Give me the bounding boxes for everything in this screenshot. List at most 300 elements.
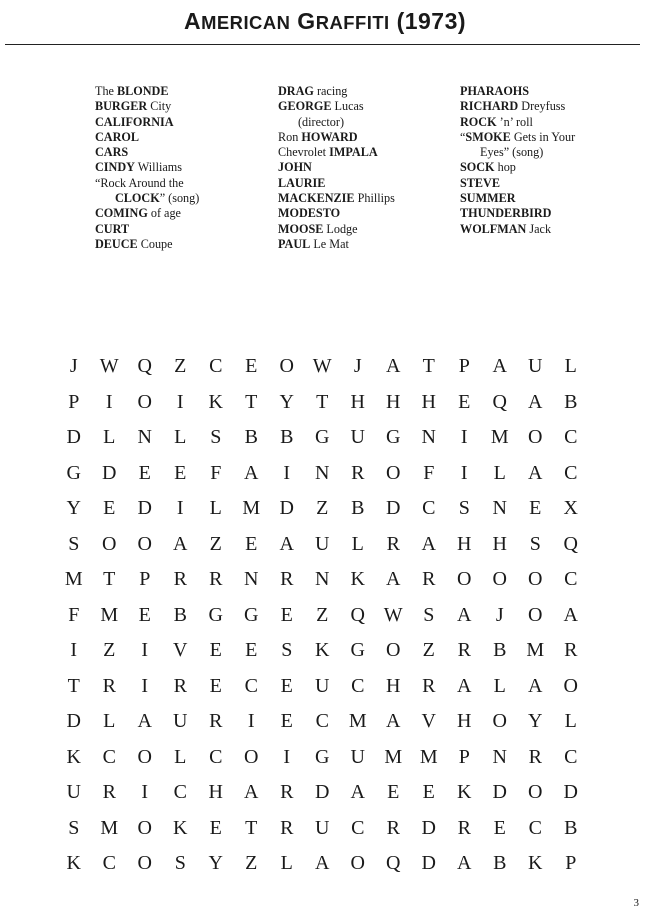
grid-letter: L — [280, 852, 293, 875]
grid-letter: E — [209, 639, 222, 662]
word-context: Williams — [134, 160, 182, 175]
word-list-item — [278, 222, 395, 237]
grid-letter: O — [457, 568, 472, 591]
search-word: SOCK — [460, 160, 495, 175]
grid-letter: U — [315, 532, 330, 555]
grid-letter: G — [244, 603, 259, 626]
grid-letter: E — [280, 674, 293, 697]
grid-letter: O — [492, 568, 507, 591]
grid-letter: A — [244, 461, 259, 484]
word-list-item — [278, 145, 395, 160]
word-list-item — [95, 130, 199, 145]
word-list-item — [460, 176, 575, 191]
grid-letter: B — [493, 639, 507, 662]
grid-letter: R — [173, 674, 187, 697]
grid-letter: C — [209, 745, 223, 768]
grid-letter: D — [137, 497, 152, 520]
search-word: BLONDE — [117, 84, 169, 98]
grid-letter: O — [244, 745, 259, 768]
grid-letter: R — [280, 781, 294, 804]
search-word: SMOKE — [465, 129, 511, 144]
word-context: racing — [313, 84, 348, 98]
grid-letter: B — [564, 390, 578, 413]
search-word: MOOSE — [278, 221, 324, 236]
word-context: Ron — [278, 129, 302, 144]
grid-letter: E — [387, 781, 400, 804]
grid-letter: A — [315, 852, 330, 875]
grid-letter: C — [173, 781, 187, 804]
word-list-item — [278, 84, 395, 99]
grid-letter: O — [137, 816, 152, 839]
search-word: GEORGE — [278, 99, 332, 114]
page-title — [0, 8, 650, 35]
word-list-column-1 — [95, 84, 199, 252]
search-word: HOWARD — [301, 129, 358, 144]
word-list-item — [95, 145, 199, 160]
grid-letter: S — [68, 532, 80, 555]
grid-letter: Q — [137, 355, 152, 378]
word-list-item — [278, 160, 395, 175]
grid-letter: G — [66, 461, 81, 484]
grid-letter: A — [244, 781, 259, 804]
grid-letter: Z — [174, 355, 187, 378]
grid-letter: A — [457, 852, 472, 875]
grid-letter: I — [460, 426, 468, 449]
grid-letter: W — [383, 603, 403, 626]
grid-letter: I — [283, 461, 291, 484]
grid-letter: T — [67, 674, 80, 697]
grid-letter: A — [350, 781, 365, 804]
grid-letter: D — [66, 710, 81, 733]
grid-letter: C — [564, 568, 578, 591]
grid-letter: D — [492, 781, 507, 804]
word-context: Lodge — [323, 221, 358, 236]
word-list-item — [460, 84, 575, 99]
grid-letter: K — [528, 852, 543, 875]
word-list-item — [460, 206, 575, 221]
grid-letter: T — [103, 568, 116, 591]
grid-letter: E — [458, 390, 471, 413]
grid-letter: M — [100, 603, 119, 626]
grid-letter: O — [386, 639, 401, 662]
word-context: “ — [460, 129, 466, 144]
grid-letter: B — [244, 426, 258, 449]
search-word: CARS — [95, 145, 129, 160]
grid-letter: O — [528, 426, 543, 449]
word-list-item — [95, 237, 199, 252]
page-number: 3 — [633, 897, 639, 909]
search-word: JOHN — [278, 160, 312, 175]
grid-letter: Z — [422, 639, 435, 662]
grid-letter: O — [137, 852, 152, 875]
grid-letter: C — [209, 355, 223, 378]
grid-letter: P — [68, 390, 80, 413]
grid-letter: E — [245, 355, 258, 378]
grid-letter: L — [564, 355, 577, 378]
word-list-item — [460, 115, 575, 130]
grid-letter: E — [103, 497, 116, 520]
grid-letter: J — [69, 355, 78, 378]
grid-letter: F — [68, 603, 80, 626]
grid-letter: N — [492, 497, 507, 520]
grid-letter: S — [423, 603, 435, 626]
grid-letter: O — [279, 355, 294, 378]
search-word: MACKENZIE — [278, 191, 355, 206]
grid-letter: D — [315, 781, 330, 804]
grid-letter: O — [528, 568, 543, 591]
word-context: hop — [494, 160, 516, 175]
grid-letter: Z — [103, 639, 116, 662]
grid-letter: E — [529, 497, 542, 520]
search-word: DEUCE — [95, 236, 138, 251]
grid-letter: V — [421, 710, 436, 733]
grid-letter: P — [458, 745, 470, 768]
grid-letter: I — [176, 390, 184, 413]
word-list-item — [95, 191, 199, 206]
word-context: Gets in Your — [510, 129, 576, 144]
grid-letter: I — [176, 497, 184, 520]
grid-letter: R — [386, 532, 400, 555]
grid-letter: I — [247, 710, 255, 733]
grid-letter: B — [280, 426, 294, 449]
word-context: Chevrolet — [278, 145, 330, 160]
word-context: ’n’ roll — [496, 114, 533, 129]
grid-letter: Y — [279, 390, 294, 413]
word-list-item — [460, 160, 575, 175]
grid-letter: H — [457, 532, 472, 555]
grid-letter: R — [209, 710, 223, 733]
grid-letter: G — [315, 745, 330, 768]
word-context: Coupe — [137, 236, 173, 251]
grid-letter: C — [564, 461, 578, 484]
grid-letter: K — [350, 568, 365, 591]
grid-letter: O — [137, 745, 152, 768]
grid-letter: U — [350, 426, 365, 449]
grid-letter: Y — [208, 852, 223, 875]
grid-letter: W — [99, 355, 119, 378]
word-context: ” (song) — [159, 191, 200, 206]
word-context: Jack — [526, 221, 552, 236]
grid-letter: L — [493, 674, 506, 697]
grid-letter: T — [245, 816, 258, 839]
word-context: of age — [147, 206, 181, 221]
word-context: City — [147, 99, 172, 114]
grid-letter: Z — [209, 532, 222, 555]
word-list-item — [460, 99, 575, 114]
grid-letter: Z — [316, 497, 329, 520]
grid-letter: R — [280, 568, 294, 591]
grid-letter: B — [493, 852, 507, 875]
grid-letter: J — [353, 355, 362, 378]
grid-letter: N — [315, 461, 330, 484]
word-list-item — [460, 130, 575, 145]
search-word: SUMMER — [460, 191, 516, 206]
word-list-item — [278, 130, 395, 145]
grid-letter: I — [105, 390, 113, 413]
grid-letter: D — [386, 497, 401, 520]
grid-letter: A — [528, 674, 543, 697]
search-word: CALIFORNIA — [95, 114, 174, 129]
word-context: Eyes” (song) — [480, 145, 544, 160]
grid-letter: K — [173, 816, 188, 839]
grid-letter: Q — [386, 852, 401, 875]
search-word: THUNDERBIRD — [460, 206, 552, 221]
search-word: CURT — [95, 221, 130, 236]
grid-letter: R — [351, 461, 365, 484]
grid-letter: I — [141, 639, 149, 662]
grid-letter: K — [315, 639, 330, 662]
grid-letter: B — [173, 603, 187, 626]
grid-letter: N — [137, 426, 152, 449]
grid-letter: M — [384, 745, 403, 768]
grid-letter: E — [245, 532, 258, 555]
word-list-item — [460, 145, 575, 160]
grid-letter: N — [421, 426, 436, 449]
grid-letter: D — [421, 852, 436, 875]
grid-letter: T — [245, 390, 258, 413]
grid-letter: L — [493, 461, 506, 484]
word-list-item — [95, 160, 199, 175]
grid-letter: E — [245, 639, 258, 662]
grid-letter: J — [495, 603, 504, 626]
grid-letter: K — [457, 781, 472, 804]
grid-letter: A — [137, 710, 152, 733]
grid-letter: N — [244, 568, 259, 591]
grid-letter: L — [103, 710, 116, 733]
grid-letter: R — [422, 674, 436, 697]
grid-letter: R — [422, 568, 436, 591]
grid-letter: I — [70, 639, 78, 662]
word-list-item — [460, 222, 575, 237]
grid-letter: S — [458, 497, 470, 520]
grid-letter: E — [174, 461, 187, 484]
grid-letter: H — [386, 390, 401, 413]
grid-letter: G — [386, 426, 401, 449]
search-word: CAROL — [95, 129, 140, 144]
grid-letter: E — [209, 674, 222, 697]
grid-letter: U — [528, 355, 543, 378]
word-list-item — [95, 206, 199, 221]
grid-letter: R — [173, 568, 187, 591]
search-word: CINDY — [95, 160, 135, 175]
grid-letter: M — [100, 816, 119, 839]
grid-letter: A — [386, 355, 401, 378]
grid-letter: O — [102, 532, 117, 555]
grid-letter: N — [492, 745, 507, 768]
grid-letter: H — [492, 532, 507, 555]
grid-letter: O — [137, 390, 152, 413]
grid-letter: A — [563, 603, 578, 626]
grid-letter: A — [457, 603, 472, 626]
grid-letter: O — [350, 852, 365, 875]
grid-letter: Q — [563, 532, 578, 555]
grid-letter: L — [564, 710, 577, 733]
grid-letter: S — [174, 852, 186, 875]
grid-letter: U — [315, 816, 330, 839]
word-list-item — [95, 99, 199, 114]
word-list-item — [95, 222, 199, 237]
grid-letter: D — [279, 497, 294, 520]
grid-letter: C — [351, 674, 365, 697]
grid-letter: E — [209, 816, 222, 839]
word-context: Lucas — [331, 99, 364, 114]
grid-letter: I — [283, 745, 291, 768]
grid-letter: O — [492, 710, 507, 733]
search-word: ROCK — [460, 114, 497, 129]
grid-letter: G — [350, 639, 365, 662]
word-list-item — [278, 176, 395, 191]
grid-letter: O — [563, 674, 578, 697]
grid-letter: A — [173, 532, 188, 555]
grid-letter: H — [386, 674, 401, 697]
grid-letter: Z — [316, 603, 329, 626]
grid-letter: L — [209, 497, 222, 520]
grid-letter: M — [490, 426, 509, 449]
search-word: MODESTO — [278, 206, 341, 221]
word-list-item — [278, 191, 395, 206]
search-word: WOLFMAN — [460, 221, 527, 236]
grid-letter: C — [564, 426, 578, 449]
search-word: PHARAOHS — [460, 84, 530, 98]
grid-letter: M — [526, 639, 545, 662]
grid-letter: A — [386, 710, 401, 733]
word-list-column-2 — [278, 84, 395, 252]
grid-letter: Q — [350, 603, 365, 626]
grid-letter: A — [421, 532, 436, 555]
grid-letter: R — [386, 816, 400, 839]
grid-letter: R — [457, 816, 471, 839]
grid-letter: G — [208, 603, 223, 626]
grid-letter: E — [280, 710, 293, 733]
word-list-column-3 — [460, 84, 575, 237]
grid-letter: K — [66, 852, 81, 875]
grid-letter: E — [138, 603, 151, 626]
grid-letter: R — [457, 639, 471, 662]
grid-letter: C — [102, 852, 116, 875]
search-word: IMPALA — [329, 145, 378, 160]
grid-letter: H — [208, 781, 223, 804]
grid-letter: B — [564, 816, 578, 839]
grid-letter: I — [141, 781, 149, 804]
grid-letter: C — [315, 710, 329, 733]
grid-letter: X — [563, 497, 578, 520]
grid-letter: R — [209, 568, 223, 591]
word-list-item — [95, 115, 199, 130]
grid-letter: D — [421, 816, 436, 839]
word-context: Le Mat — [310, 236, 349, 251]
grid-letter: M — [419, 745, 438, 768]
word-context: Dreyfuss — [518, 99, 566, 114]
grid-letter: S — [68, 816, 80, 839]
grid-letter: P — [458, 355, 470, 378]
grid-letter: U — [173, 710, 188, 733]
word-context: “Rock Around the — [95, 175, 184, 190]
grid-letter: C — [102, 745, 116, 768]
search-word: COMING — [95, 206, 148, 221]
grid-letter: K — [208, 390, 223, 413]
grid-letter: O — [528, 603, 543, 626]
grid-letter: D — [563, 781, 578, 804]
grid-letter: S — [529, 532, 541, 555]
grid-letter: P — [139, 568, 151, 591]
grid-letter: C — [244, 674, 258, 697]
grid-letter: H — [457, 710, 472, 733]
grid-letter: C — [528, 816, 542, 839]
title-text: AMERICAN GRAFFITI (1973) — [183, 8, 467, 34]
grid-letter: O — [137, 532, 152, 555]
grid-letter: G — [315, 426, 330, 449]
word-context: The — [95, 84, 117, 98]
grid-letter: R — [564, 639, 578, 662]
grid-letter: L — [174, 426, 187, 449]
grid-letter: Q — [492, 390, 507, 413]
grid-letter: I — [460, 461, 468, 484]
word-list-item — [95, 176, 199, 191]
word-list-item — [278, 237, 395, 252]
grid-letter: L — [103, 426, 116, 449]
word-list-item — [278, 99, 395, 114]
grid-letter: O — [386, 461, 401, 484]
word-search-grid — [56, 349, 589, 882]
grid-letter: U — [315, 674, 330, 697]
word-list-item — [95, 84, 199, 99]
grid-letter: O — [528, 781, 543, 804]
title-divider — [5, 44, 640, 45]
grid-letter: L — [351, 532, 364, 555]
search-word: DRAG — [278, 84, 314, 98]
grid-letter: H — [350, 390, 365, 413]
grid-letter: A — [386, 568, 401, 591]
grid-letter: U — [350, 745, 365, 768]
grid-letter: B — [351, 497, 365, 520]
grid-letter: D — [66, 426, 81, 449]
grid-letter: R — [528, 745, 542, 768]
grid-letter: C — [351, 816, 365, 839]
grid-letter: P — [565, 852, 577, 875]
word-list-item — [278, 206, 395, 221]
grid-letter: A — [279, 532, 294, 555]
grid-letter: H — [421, 390, 436, 413]
grid-letter: R — [280, 816, 294, 839]
grid-letter: Z — [245, 852, 258, 875]
grid-letter: E — [422, 781, 435, 804]
grid-letter: N — [315, 568, 330, 591]
grid-letter: T — [316, 390, 329, 413]
search-word: RICHARD — [460, 99, 519, 114]
grid-letter: V — [173, 639, 188, 662]
grid-letter: E — [138, 461, 151, 484]
grid-letter: A — [528, 390, 543, 413]
grid-letter: C — [564, 745, 578, 768]
grid-letter: M — [242, 497, 261, 520]
grid-letter: Y — [528, 710, 543, 733]
grid-letter: W — [312, 355, 332, 378]
grid-letter: R — [102, 674, 116, 697]
search-word: CLOCK — [115, 191, 160, 206]
grid-letter: M — [348, 710, 367, 733]
search-word: PAUL — [278, 236, 311, 251]
grid-letter: L — [174, 745, 187, 768]
grid-letter: U — [66, 781, 81, 804]
grid-letter: R — [102, 781, 116, 804]
grid-letter: A — [528, 461, 543, 484]
word-context: Phillips — [354, 191, 395, 206]
grid-letter: E — [493, 816, 506, 839]
grid-letter: I — [141, 674, 149, 697]
grid-letter: C — [422, 497, 436, 520]
grid-letter: D — [102, 461, 117, 484]
grid-letter: A — [492, 355, 507, 378]
